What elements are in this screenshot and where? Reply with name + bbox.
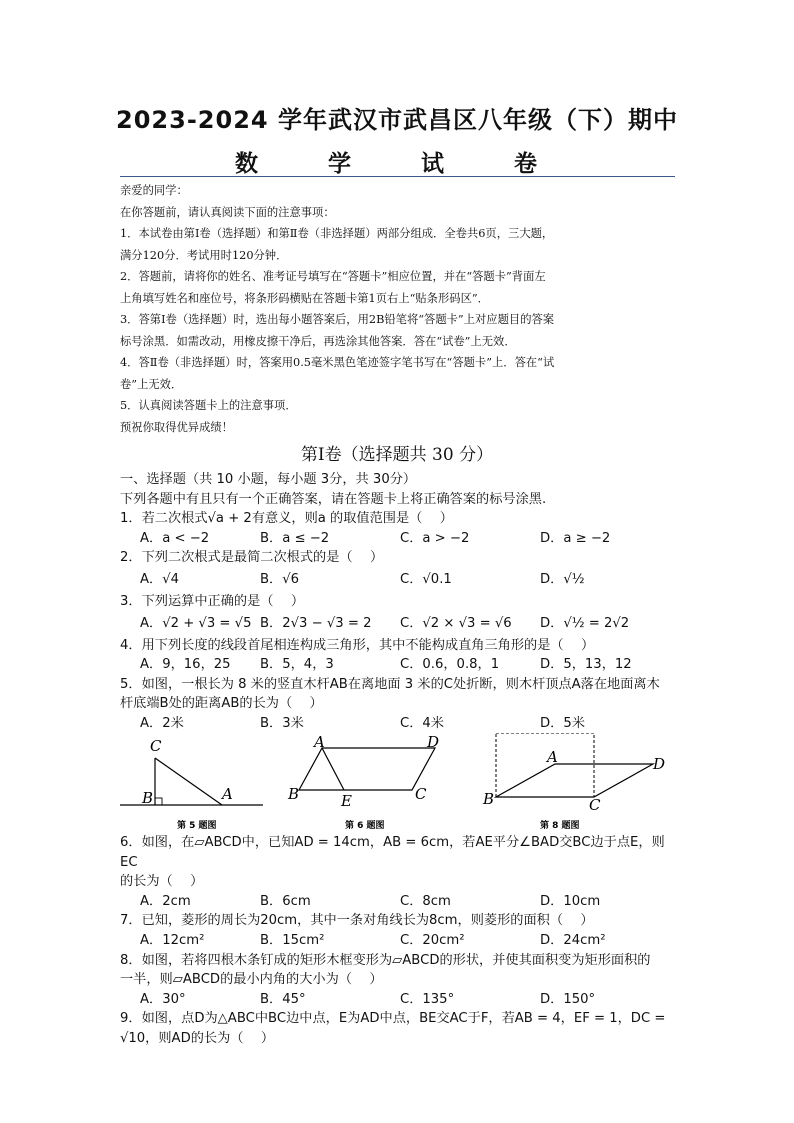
- notice-line: 标号涂黑．如需改动，用橡皮擦干净后，再选涂其他答案．答在“试卷”上无效．: [120, 334, 516, 348]
- question-9-stem-cont: √10，则AD的长为（ ）: [120, 1030, 275, 1046]
- parallelogram-abcd: [496, 764, 653, 797]
- notice-line: 上角填写姓名和座位号，将条形码横贴在答题卡第1页右上“贴条形码区”．: [120, 291, 489, 305]
- segment-ae: [322, 748, 344, 790]
- question-2-stem: 2．下列二次根式是最简二次根式的是（ ）: [120, 550, 384, 566]
- question-1-options: [120, 529, 680, 549]
- option: D．√½ = 2√2: [540, 615, 630, 631]
- option: C．20cm²: [400, 932, 465, 948]
- option: A．a < −2: [140, 530, 210, 546]
- option: B．3米: [260, 715, 304, 731]
- notice-block: [120, 180, 676, 438]
- option: D．5米: [540, 715, 585, 731]
- notice-line: 在你答题前，请认真阅读下面的注意事项：: [120, 205, 335, 219]
- label-a: A: [547, 748, 558, 766]
- questions-part1: [120, 470, 680, 734]
- option: B．a ≤ −2: [260, 530, 330, 546]
- question-6-stem: 6．如图，在▱ABCD中，已知AD = 14cm，AB = 6cm，若AE平分∠BAD交BC边于点E，则EC: [120, 835, 665, 870]
- question-3-options: [120, 612, 680, 636]
- option: A．30°: [140, 991, 186, 1007]
- option: A．9，16，25: [140, 657, 231, 673]
- label-d: D: [653, 755, 666, 773]
- option: D．10cm: [540, 893, 601, 909]
- question-8-stem: 8．如图，若将四根木条钉成的矩形木框变形为▱ABCD的形状，并使其面积变为矩形面积的: [120, 952, 651, 968]
- question-5-stem-cont: 杆底端B处的距离AB的长为（ ）: [120, 696, 323, 712]
- figure-8-caption: 第 8 题图: [540, 821, 580, 831]
- label-c: C: [415, 785, 427, 803]
- option: D．√½: [540, 571, 585, 587]
- question-4-stem: 4．用下列长度的线段首尾相连构成三角形，其中不能构成直角三角形的是（ ）: [120, 637, 595, 653]
- notice-line: 亲爱的同学：: [120, 184, 188, 197]
- option: C．√0.1: [400, 571, 452, 587]
- option: A．2米: [140, 715, 184, 731]
- question-1-stem: 1．若二次根式√a + 2有意义，则a 的取值范围是（ ）: [120, 511, 453, 527]
- option: B．6cm: [260, 893, 311, 909]
- question-9-stem: 9．如图，点D为△ABC中BC边中点，E为AD中点，BE交AC于F，若AB = 4，EF = 1，DC =: [120, 1011, 666, 1027]
- label-c: C: [589, 796, 601, 814]
- exam-subtitle: 数 学 试 卷: [234, 151, 560, 177]
- option: D．a ≥ −2: [540, 530, 611, 546]
- question-8-stem-cont: 一半，则▱ABCD的最小内角的大小为（ ）: [120, 972, 383, 988]
- notice-line: 5．认真阅读答题卡上的注意事项．: [120, 399, 297, 412]
- section-instruction: 下列各题中有且只有一个正确答案，请在答题卡上将正确答案的标号涂黑.: [120, 491, 547, 507]
- broken-segment: [155, 758, 222, 805]
- option: C．a > −2: [400, 530, 470, 546]
- label-c: C: [150, 737, 162, 755]
- original-rectangle: [496, 733, 594, 797]
- option: C．4米: [400, 715, 444, 731]
- figure-8: [482, 733, 665, 831]
- label-b: B: [142, 789, 154, 807]
- label-a: A: [314, 733, 325, 751]
- figure-6-caption: 第 6 题图: [345, 821, 385, 831]
- label-e: E: [341, 792, 352, 810]
- question-6-options: [120, 892, 680, 912]
- section-heading: 一、选择题（共 10 小题，每小题 3分，共 30分）: [120, 472, 417, 487]
- figure-5: [120, 737, 263, 831]
- option: D．5，13，12: [540, 657, 632, 673]
- figures-row: [115, 733, 685, 833]
- notice-line: 3．答第Ⅰ卷（选择题）时，选出每小题答案后，用2B铅笔将“答题卡”上对应题目的答案: [120, 313, 555, 326]
- question-4-options: [120, 655, 680, 675]
- label-a: A: [222, 785, 233, 803]
- option: B．√6: [260, 571, 300, 587]
- option: B．15cm²: [260, 932, 325, 948]
- label-b: B: [483, 790, 495, 808]
- option: C．135°: [400, 991, 455, 1007]
- option: B．5，4，3: [260, 657, 334, 673]
- notice-line: 预祝你取得优异成绩！: [120, 420, 233, 434]
- section-title: 第Ⅰ卷（选择题共 30 分）: [300, 445, 494, 465]
- question-6-stem-cont: 的长为（ ）: [120, 874, 204, 890]
- exam-title: 2023-2024 学年武汉市武昌区八年级（下）期中: [116, 106, 678, 134]
- label-b: B: [288, 785, 300, 803]
- parallelogram-abcd: [299, 748, 435, 790]
- option: A．12cm²: [140, 932, 205, 948]
- figure-6: [287, 733, 439, 831]
- option: B．2√3 − √3 = 2: [260, 615, 372, 631]
- question-7-stem: 7．已知，菱形的周长为20cm，其中一条对角线长为8cm，则菱形的面积（ ）: [120, 913, 594, 929]
- notice-line: 4．答Ⅱ卷（非选择题）时，答案用0.5毫米黑色笔迹签字笔书写在“答题卡”上．答在“试: [120, 356, 555, 369]
- option: D．24cm²: [540, 932, 606, 948]
- question-2-options: [120, 568, 680, 592]
- question-3-stem: 3．下列运算中正确的是（ ）: [120, 593, 305, 609]
- figure-5-caption: 第 5 题图: [177, 821, 217, 831]
- notice-line: 卷”上无效．: [120, 377, 183, 391]
- option: C．√2 × √3 = √6: [400, 615, 512, 631]
- title-divider: [120, 176, 675, 177]
- option: B．45°: [260, 991, 306, 1007]
- question-8-options: [120, 990, 680, 1010]
- option: A．√2 + √3 = √5: [140, 615, 252, 631]
- option: A．√4: [140, 571, 180, 587]
- question-7-options: [120, 931, 680, 951]
- question-5-stem: 5．如图，一根长为 8 米的竖直木杆AB在离地面 3 米的C处折断，则木杆顶点A落在地面离木: [120, 676, 660, 692]
- questions-part2: [120, 833, 680, 1049]
- notice-line: 1．本试卷由第Ⅰ卷（选择题）和第Ⅱ卷（非选择题）两部分组成．全卷共6页，三大题，: [120, 227, 554, 240]
- question-5-options: [120, 714, 680, 734]
- notice-line: 2．答题前，请将你的姓名、准考证号填写在“答题卡”相应位置，并在“答题卡”背面左: [120, 270, 546, 283]
- option: A．2cm: [140, 893, 191, 909]
- right-angle-mark: [155, 798, 162, 805]
- option: C．8cm: [400, 893, 451, 909]
- label-d: D: [427, 733, 440, 751]
- notice-line: 满分120分．考试用时120分钟．: [120, 248, 288, 262]
- option: D．150°: [540, 991, 596, 1007]
- option: C．0.6，0.8，1: [400, 657, 500, 673]
